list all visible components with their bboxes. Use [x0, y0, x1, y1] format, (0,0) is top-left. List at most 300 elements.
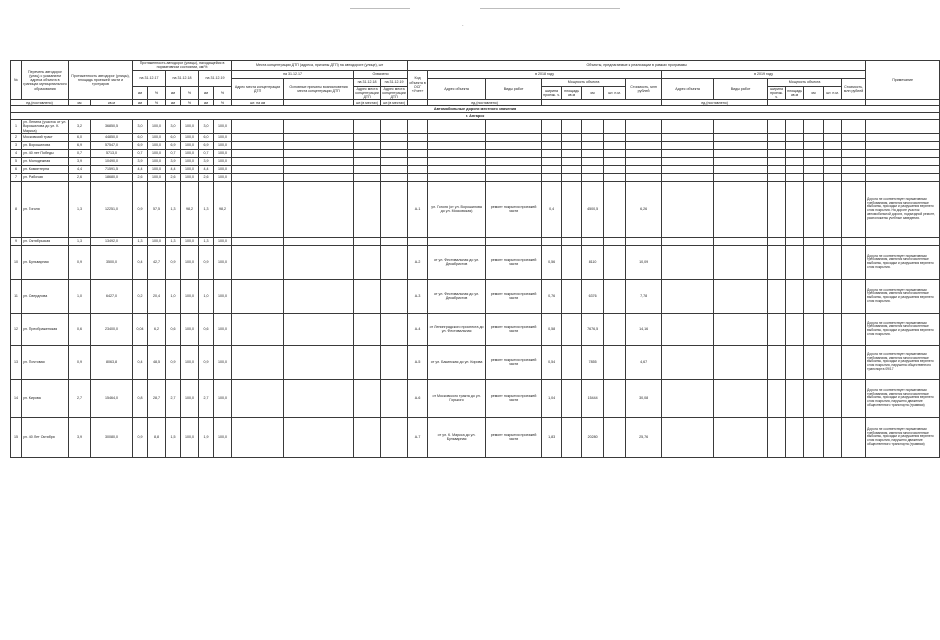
cost-2019: [842, 141, 866, 149]
object-code: А-4: [408, 313, 428, 345]
unit-cell: ед.(поставлено): [662, 100, 768, 106]
dtp-addr-cell: [232, 141, 284, 149]
condition-pct-2018: 100,0: [181, 379, 199, 417]
table-row: [11, 245, 940, 279]
work-type-2019: [714, 245, 768, 279]
work-type: [486, 149, 542, 157]
condition-km-2018: 2,7: [166, 379, 181, 417]
row-note: [866, 149, 940, 157]
length-km: 6,0: [69, 133, 91, 141]
object-pcs: [604, 237, 626, 245]
road-name: ул. Преображенская: [22, 313, 69, 345]
object-pcs: [604, 279, 626, 313]
row-note: Дорога не соответствует нормативным требованиям, имеются многочисленные выбоины, просадки и разрушения верхнего слоя покрытия.: [866, 279, 940, 313]
row-number: 7: [11, 173, 22, 181]
object-code: А-5: [408, 345, 428, 379]
object-width: 0,58: [542, 313, 562, 345]
dtp-2018-cell: [354, 165, 381, 173]
area-m2: 30080,0: [91, 417, 133, 457]
object-area: [582, 119, 604, 133]
pcs-2019: [824, 141, 842, 149]
row-number: 5: [11, 157, 22, 165]
object-pcs: [604, 379, 626, 417]
row-number: 3: [11, 141, 22, 149]
object-code: А-3: [408, 279, 428, 313]
object-cost: [626, 141, 662, 149]
row-note: [866, 165, 940, 173]
object-area: [582, 165, 604, 173]
width-2019: [768, 133, 786, 141]
object-address-2019: [662, 149, 714, 157]
width-2019: [768, 173, 786, 181]
dtp-reason-cell: [284, 417, 354, 457]
row-number: 1: [11, 119, 22, 133]
dtp-addr-cell: [232, 417, 284, 457]
cost-2019: [842, 279, 866, 313]
area-m2: 44850,0: [91, 133, 133, 141]
col-year-2018: в 2018 году: [428, 70, 662, 78]
object-area-placeholder: [562, 165, 582, 173]
km-2019: [804, 141, 824, 149]
table-header: [11, 61, 940, 106]
work-type-2019: [714, 313, 768, 345]
condition-km-2017: 1,3: [133, 237, 148, 245]
area-2019: [786, 313, 804, 345]
object-code: А-6: [408, 379, 428, 417]
col-dtp-count: Адрес места концентрации ДТП: [382, 86, 406, 100]
object-cost: [626, 157, 662, 165]
object-area-placeholder: [562, 157, 582, 165]
object-width: 1,04: [542, 379, 562, 417]
col-pct: %: [148, 86, 166, 100]
dtp-reason-cell: [284, 149, 354, 157]
object-cost: 6,26: [626, 181, 662, 237]
work-type-2019: [714, 345, 768, 379]
object-pcs: [604, 245, 626, 279]
object-pcs: [604, 165, 626, 173]
unit-cell: шт.(в местах): [381, 100, 408, 106]
condition-km-2017: 0,7: [133, 149, 148, 157]
area-2019: [786, 119, 804, 133]
object-area-placeholder: [562, 345, 582, 379]
dtp-2018-cell: [354, 157, 381, 165]
area-m2: 6427,0: [91, 279, 133, 313]
col-pct: %: [181, 86, 199, 100]
length-km: 0,7: [69, 149, 91, 157]
object-address: [428, 133, 486, 141]
dtp-2019-cell: [381, 165, 408, 173]
object-area: 4500,5: [582, 181, 604, 237]
row-note: Дорога не соответствует нормативным требованиям, имеются многочисленные выбоины, просадки и разрушения верхнего слоя покрытия, нарушено движение общественного транспорта (трамвая): [866, 379, 940, 417]
condition-pct-2019: 100,0: [214, 417, 232, 457]
length-km: 4,4: [69, 165, 91, 173]
col-work-19: Виды работ: [714, 78, 768, 100]
object-area: 15444: [582, 379, 604, 417]
cost-2019: [842, 149, 866, 157]
row-note: [866, 173, 940, 181]
object-address-2019: [662, 157, 714, 165]
object-area: [582, 157, 604, 165]
object-area-placeholder: [562, 417, 582, 457]
object-address-2019: [662, 345, 714, 379]
road-name: ул. Коминтерна: [22, 165, 69, 173]
unit-cell: км: [166, 100, 181, 106]
object-address: [428, 157, 486, 165]
length-km: 0,6: [69, 313, 91, 345]
col-km: км: [133, 86, 148, 100]
width-2019: [768, 165, 786, 173]
object-area: 8110: [582, 245, 604, 279]
object-address: от ул. Фестивальная до ул. Декабристов: [428, 279, 486, 313]
pcs-2019: [824, 165, 842, 173]
condition-pct-2017: 28,7: [148, 379, 166, 417]
object-address-2019: [662, 379, 714, 417]
object-address-2019: [662, 417, 714, 457]
condition-pct-2019: 100,0: [214, 379, 232, 417]
dtp-addr-cell: [232, 181, 284, 237]
dtp-reason-cell: [284, 133, 354, 141]
condition-km-2019: 0,9: [199, 345, 214, 379]
col-dtp-addr2: Адрес места концентрации ДТП: [355, 86, 379, 100]
dtp-reason-cell: [284, 165, 354, 173]
area-m2: 3500,0: [91, 245, 133, 279]
condition-pct-2018: 100,0: [181, 237, 199, 245]
dtp-addr-cell: [232, 237, 284, 245]
object-width: 1,83: [542, 417, 562, 457]
width-2019: [768, 279, 786, 313]
object-address: ул. Гоголя (от ул. Ворошилова до ул. Московская): [428, 181, 486, 237]
object-width: [542, 119, 562, 133]
col-km: км: [199, 86, 214, 100]
condition-km-2019: 3,0: [199, 119, 214, 133]
col-obj-addr-18: Адрес объекта: [428, 78, 486, 100]
col-dtp-addr: Адрес места концентрации ДТП: [232, 78, 284, 100]
work-type: ремонт покрытия проезжей части: [486, 345, 542, 379]
condition-pct-2017: 6,2: [148, 313, 166, 345]
object-cost: [626, 165, 662, 173]
dtp-reason-cell: [284, 141, 354, 149]
unit-cell: %: [214, 100, 232, 106]
condition-km-2019: 0,9: [199, 245, 214, 279]
condition-km-2017: 0,9: [133, 417, 148, 457]
pcs-2019: [824, 345, 842, 379]
dtp-2019-cell: [381, 149, 408, 157]
dtp-2019-cell: [381, 119, 408, 133]
area-m2: 36850,5: [91, 119, 133, 133]
condition-pct-2018: 100,0: [181, 313, 199, 345]
area-m2: 10490,0: [91, 157, 133, 165]
condition-km-2017: 0,2: [133, 279, 148, 313]
km-2019: [804, 279, 824, 313]
area-m2: 15464,0: [91, 379, 133, 417]
condition-km-2017: 0,04: [133, 313, 148, 345]
table-row: [11, 173, 940, 181]
col-road: Перечень автодорог (улиц) с указанием адреса объекта в границах муниципального образования: [22, 61, 69, 100]
col-cost-19: Стоимость, млн рублей: [842, 78, 866, 100]
dtp-reason-cell: [284, 157, 354, 165]
row-note: [866, 157, 940, 165]
row-number: 6: [11, 165, 22, 173]
condition-pct-2017: 48,5: [148, 345, 166, 379]
object-area-placeholder: [562, 119, 582, 133]
dtp-2019-cell: [381, 141, 408, 149]
unit-cell: %: [181, 100, 199, 106]
col-cost-18: Стоимость, млн рублей: [626, 78, 662, 100]
object-width: [542, 157, 562, 165]
object-cost: 7,78: [626, 279, 662, 313]
col-number: №: [11, 61, 22, 100]
work-type: ремонт покрытия проезжей части: [486, 417, 542, 457]
object-width: 0,76: [542, 279, 562, 313]
condition-km-2018: 0,9: [166, 245, 181, 279]
object-area: [582, 133, 604, 141]
scan-speck: .: [462, 22, 464, 28]
object-pcs: [604, 313, 626, 345]
object-area-placeholder: [562, 313, 582, 345]
length-km: 1,0: [69, 279, 91, 313]
area-2019: [786, 141, 804, 149]
condition-km-2018: 3,0: [166, 119, 181, 133]
dtp-addr-cell: [232, 245, 284, 279]
dtp-2019-cell: [381, 133, 408, 141]
condition-km-2019: 0,7: [199, 149, 214, 157]
object-address: от Ленинградского проспекта до ул. Фестивальная: [428, 313, 486, 345]
condition-pct-2019: 100,0: [214, 245, 232, 279]
col-km-19: км: [804, 86, 824, 100]
col-km: км: [166, 86, 181, 100]
row-note: [866, 119, 940, 133]
pcs-2019: [824, 157, 842, 165]
object-width: [542, 173, 562, 181]
dtp-2018-cell: [354, 417, 381, 457]
condition-pct-2017: 42,7: [148, 245, 166, 279]
col-length: Протяженность автодорог (улицы), площадь проезжей части и тротуаров: [69, 61, 133, 100]
condition-km-2018: 4,4: [166, 165, 181, 173]
object-area-placeholder: [562, 141, 582, 149]
row-number: 13: [11, 345, 22, 379]
dtp-reason-cell: [284, 237, 354, 245]
road-name: ул. Свердлова: [22, 279, 69, 313]
object-width: [542, 133, 562, 141]
area-2019: [786, 165, 804, 173]
condition-pct-2018: 100,0: [181, 141, 199, 149]
condition-pct-2018: 100,0: [181, 165, 199, 173]
col-pcs-18: шт. п.м.: [604, 86, 626, 100]
table-row: [11, 141, 940, 149]
dtp-2019-cell: [381, 345, 408, 379]
work-type-2019: [714, 133, 768, 141]
cost-2019: [842, 133, 866, 141]
object-code: А-2: [408, 245, 428, 279]
unit-cell: км: [133, 100, 148, 106]
condition-pct-2018: 100,0: [181, 245, 199, 279]
pcs-2019: [824, 173, 842, 181]
condition-km-2019: 2,6: [199, 173, 214, 181]
table-row: [11, 237, 940, 245]
unit-cell: км: [69, 100, 91, 106]
object-pcs: [604, 417, 626, 457]
condition-km-2017: 3,9: [133, 157, 148, 165]
col-note: Примечание: [866, 61, 940, 100]
width-2019: [768, 379, 786, 417]
dtp-2018-cell: [354, 345, 381, 379]
unit-cell: ед.(поставлено): [11, 100, 69, 106]
dtp-reason-cell: [284, 345, 354, 379]
length-km: 2,6: [69, 173, 91, 181]
area-2019: [786, 245, 804, 279]
object-cost: 14,16: [626, 313, 662, 345]
row-note: Дорога не соответствует нормативным требованиям, имеются многочисленные выбоины, просадки и разрушения верхнего слоя покрытия.: [866, 313, 940, 345]
condition-pct-2017: 100,0: [148, 133, 166, 141]
table-row: [11, 165, 940, 173]
work-type-2019: [714, 157, 768, 165]
object-area: [582, 149, 604, 157]
object-address: [428, 149, 486, 157]
condition-km-2017: 4,4: [133, 165, 148, 173]
col-2017: на 31.12.17: [133, 70, 166, 86]
km-2019: [804, 345, 824, 379]
object-area: [582, 141, 604, 149]
road-name: ул. Почтовая: [22, 345, 69, 379]
width-2019: [768, 149, 786, 157]
pcs-2019: [824, 119, 842, 133]
width-2019: [768, 237, 786, 245]
km-2019: [804, 149, 824, 157]
cost-2019: [842, 165, 866, 173]
unit-cell: шт.(в местах): [354, 100, 381, 106]
area-2019: [786, 345, 804, 379]
table-row: [11, 345, 940, 379]
object-cost: [626, 237, 662, 245]
condition-km-2019: 3,9: [199, 157, 214, 165]
condition-pct-2019: 100,0: [214, 237, 232, 245]
condition-pct-2019: 100,0: [214, 313, 232, 345]
work-type: [486, 165, 542, 173]
km-2019: [804, 237, 824, 245]
dtp-addr-cell: [232, 279, 284, 313]
width-2019: [768, 345, 786, 379]
row-note: Дорога не соответствует нормативным требованиям, имеются многочисленные выбоины, просадки и разрушения верхнего слоя покрытия, нарушено движение общественного транспорта (трамвая): [866, 417, 940, 457]
dtp-2018-cell: [354, 245, 381, 279]
area-2019: [786, 181, 804, 237]
condition-pct-2019: 100,0: [214, 141, 232, 149]
condition-pct-2019: 100,0: [214, 345, 232, 379]
cost-2019: [842, 119, 866, 133]
row-note: Дорога не соответствует нормативным требованиям, имеются многочисленные выбоины, просадки и разрушения верхнего слоя покрытия, нарушена общественного транспорта 09/17: [866, 345, 940, 379]
dtp-addr-cell: [232, 379, 284, 417]
cost-2019: [842, 417, 866, 457]
object-area: 7676,5: [582, 313, 604, 345]
condition-km-2019: 1,3: [199, 237, 214, 245]
condition-km-2019: 6,9: [199, 141, 214, 149]
work-type-2019: [714, 237, 768, 245]
km-2019: [804, 157, 824, 165]
unit-cell: %: [148, 100, 166, 106]
col-obj-addr-19: Адрес объекта: [662, 78, 714, 100]
condition-pct-2019: 98,2: [214, 181, 232, 237]
km-2019: [804, 133, 824, 141]
condition-km-2019: 6,0: [199, 133, 214, 141]
area-m2: 71591,5: [91, 165, 133, 173]
dtp-reason-cell: [284, 279, 354, 313]
dtp-2018-cell: [354, 141, 381, 149]
condition-pct-2017: 8,8: [148, 417, 166, 457]
road-name: ул. Бульварная: [22, 245, 69, 279]
object-address-2019: [662, 141, 714, 149]
condition-km-2018: 6,0: [166, 133, 181, 141]
object-width: 0,54: [542, 345, 562, 379]
col-area-19: площадь кв.м: [786, 86, 804, 100]
condition-km-2018: 1,3: [166, 237, 181, 245]
road-name: Московский тракт: [22, 133, 69, 141]
width-2019: [768, 119, 786, 133]
object-pcs: [604, 173, 626, 181]
row-note: [866, 237, 940, 245]
work-type-2019: [714, 165, 768, 173]
row-note: Дорога не соответствует нормативным требованиям, имеются многочисленные выбоины, просадки и разрушения верхнего слоя покрытия.: [866, 245, 940, 279]
object-address: от ул. К. Маркса до ул. Бульварная: [428, 417, 486, 457]
condition-pct-2017: 100,0: [148, 173, 166, 181]
col-dtp-2018: на 31.12.18: [354, 78, 381, 86]
km-2019: [804, 181, 824, 237]
col-work-18: Виды работ: [486, 78, 542, 100]
condition-km-2017: 0,8: [133, 379, 148, 417]
area-m2: 23400,0: [91, 313, 133, 345]
work-type: [486, 157, 542, 165]
dtp-2018-cell: [354, 279, 381, 313]
row-number: 4: [11, 149, 22, 157]
dtp-2018-cell: [354, 379, 381, 417]
pcs-2019: [824, 279, 842, 313]
condition-pct-2017: 100,0: [148, 119, 166, 133]
col-width-18: ширина проезж. ч.: [542, 86, 562, 100]
work-type: [486, 141, 542, 149]
pcs-2019: [824, 181, 842, 237]
road-name: ул. Октябрьская: [22, 237, 69, 245]
col-dtp: Места концентрации ДТП (адреса, причины ДТП) на автодороге (улице), шт: [232, 61, 408, 71]
condition-km-2018: 1,0: [166, 279, 181, 313]
cost-2019: [842, 181, 866, 237]
work-type-2019: [714, 181, 768, 237]
object-code: [408, 157, 428, 165]
length-km: 3,9: [69, 417, 91, 457]
row-number: 14: [11, 379, 22, 417]
object-area-placeholder: [562, 133, 582, 141]
object-area-placeholder: [562, 181, 582, 237]
object-pcs: [604, 141, 626, 149]
col-pct: %: [214, 86, 232, 100]
work-type-2019: [714, 417, 768, 457]
length-km: 3,2: [69, 119, 91, 133]
pcs-2019: [824, 379, 842, 417]
area-m2: 8063,8: [91, 345, 133, 379]
dtp-addr-cell: [232, 149, 284, 157]
condition-pct-2018: 100,0: [181, 133, 199, 141]
cost-2019: [842, 245, 866, 279]
section-title: Автомобильные дороги местного значения: [11, 105, 940, 112]
object-area-placeholder: [562, 379, 582, 417]
condition-pct-2019: 100,0: [214, 165, 232, 173]
object-address-2019: [662, 313, 714, 345]
row-number: 11: [11, 279, 22, 313]
object-area: [582, 237, 604, 245]
table-row: [11, 417, 940, 457]
dtp-2018-cell: [354, 313, 381, 345]
length-km: 0,9: [69, 345, 91, 379]
unit-cell: шт. на км: [232, 100, 284, 106]
dtp-2019-cell: [381, 417, 408, 457]
condition-pct-2017: 100,0: [148, 165, 166, 173]
